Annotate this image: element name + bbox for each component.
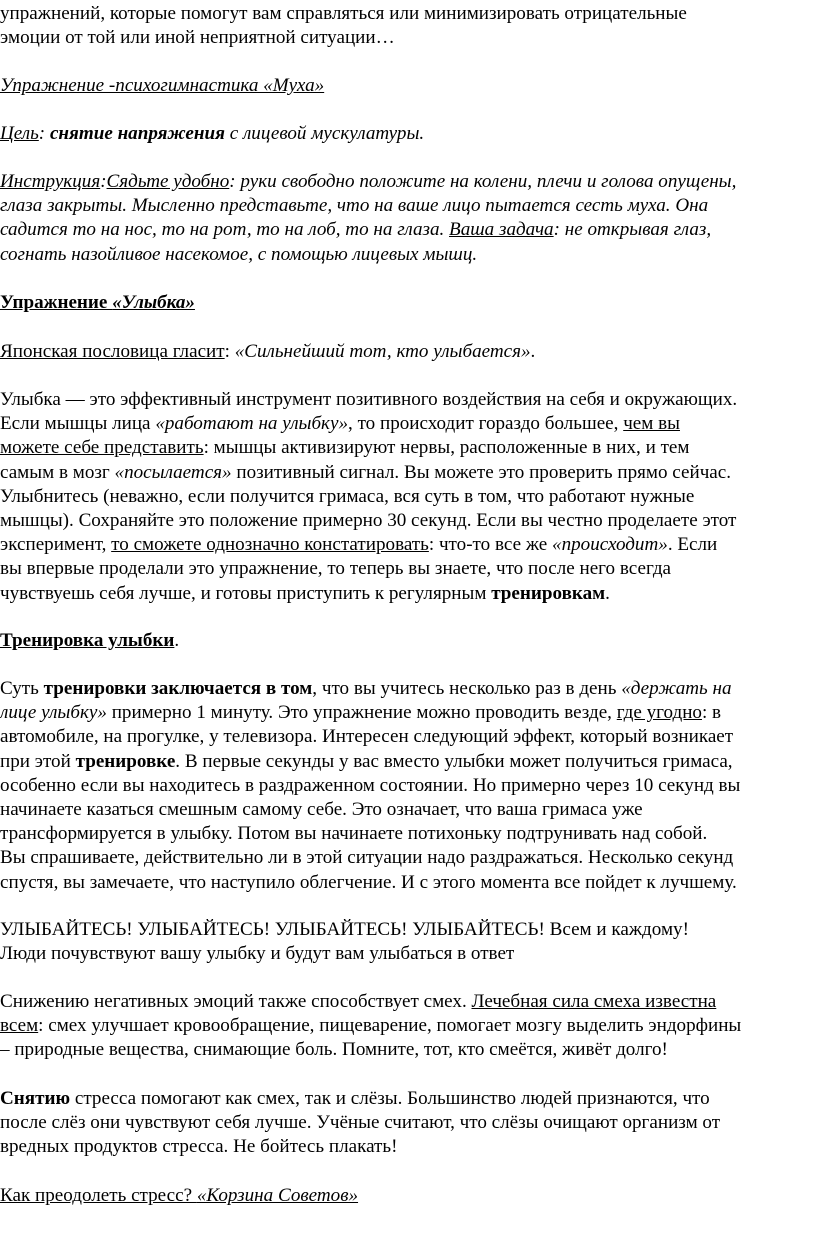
- japanese-proverb: Японская пословица гласит: «Сильнейший тот, кто улыбается».: [0, 341, 536, 362]
- exercise-fly-title: Упражнение -психогимнастика «Муха»: [0, 75, 325, 96]
- intro-line-1: упражнений, которые помогут вам справляться или минимизировать отрицательные: [0, 3, 687, 24]
- instruction-label: Инструкция: [0, 171, 101, 192]
- training-title: Тренировка улыбки.: [0, 630, 180, 651]
- exercise-fly-goal: Цель: снятие напряжения с лицевой мускулатуры.: [0, 123, 425, 144]
- intro-line-2: эмоции от той или иной неприятной ситуации…: [0, 27, 395, 49]
- instruction-task: Ваша задача: [449, 219, 554, 241]
- exercise-fly-instruction: Инструкция:Сядьте удобно: руки свободно положите на колени, плечи и голова опущены, глаза закрыты. Мысленно представьте, что на ваше лицо пытается сесть муха. Она садится то на нос, то на рот, то на лоб, то на глаза. Ваша задача: не открывая глаз, согнать назойливое насекомое, с помощью лицевых мышц.: [0, 171, 737, 265]
- smile-paragraph: Улыбка — это эффективный инструмент позитивного воздействия на себя и окружающих. Если мышцы лица «работают на улыбку», то происходит гораздо большее, чем вы можете себе представить: мышцы активизируют нервы, расположенные в них, и тем самым в мозг «посылается» позитивный сигнал. Вы можете это проверить прямо сейчас. Улыбнитесь (неважно, если получится гримаса, вся суть в том, что работают нужные мышцы). Сохраняйте это положение примерно 30 секунд. Если вы честно проделаете этот эксперимент, то сможете однозначно констатировать: что-то все же «происходит». Если вы впервые проделали это упражнение, то теперь вы знаете, что после него всегда чувствуешь себя лучше, и готовы приступить к регулярным тренировкам.: [0, 389, 738, 604]
- training-paragraph: Суть тренировки заключается в том, что вы учитесь несколько раз в день «держать на лице улыбку» примерно 1 минуту. Это упражнение можно проводить везде, где угодно: в автомобиле, на прогулке, у телевизора. Интересен следующий эффект, который возникает при этой тренировке. В первые секунды у вас вместо улыбки может получиться гримаса, особенно если вы находитесь в раздраженном состоянии. Но примерно через 10 секунд вы начинаете казаться смешным самому себе. Это означает, что ваша гримаса уже трансформируется в улыбку. Потом вы начинаете потихоньку подтрунивать над собой. Вы спрашиваете, действительно ли в этой ситуации надо раздражаться. Несколько секунд спустя, вы замечаете, что наступило облегчение. И с этого момента все пойдет к лучшему.: [0, 678, 741, 893]
- proverb-quote: «Сильнейший тот, кто улыбается»: [234, 341, 531, 362]
- stress-advice-link[interactable]: Как преодолеть стресс? «Корзина Советов»: [0, 1185, 359, 1206]
- proverb-label: Японская пословица гласит: [0, 341, 225, 362]
- tears-paragraph: Снятию стресса помогают как смех, так и слёзы. Большинство людей признаются, что после слёз они чувствуют себя лучше. Учёные считают, что слёзы очищают организм от вредных продуктов стресса. Не бойтесь плакать!: [0, 1088, 721, 1158]
- intro-paragraph: [0, 2, 816, 50]
- exercise-smile-title: Упражнение «Улыбка»: [0, 292, 195, 313]
- laughter-paragraph: Снижению негативных эмоций также способствует смех. Лечебная сила смеха известна всем: смех улучшает кровообращение, пищеварение, помогает мозгу выделить эндорфины – природные вещества, снимающие боль. Помните, тот, кто смеётся, живёт долго!: [0, 991, 742, 1061]
- goal-label: Цель: [0, 123, 39, 144]
- instruction-sit: Сядьте удобно: [106, 171, 230, 192]
- smile-call-paragraph: УЛЫБАЙТЕСЬ! УЛЫБАЙТЕСЬ! УЛЫБАЙТЕСЬ! УЛЫБАЙТЕСЬ! Всем и каждому! Люди почувствуют вашу улыбку и будут вам улыбаться в ответ: [0, 919, 689, 965]
- goal-emphasis: снятие напряжения: [49, 123, 225, 144]
